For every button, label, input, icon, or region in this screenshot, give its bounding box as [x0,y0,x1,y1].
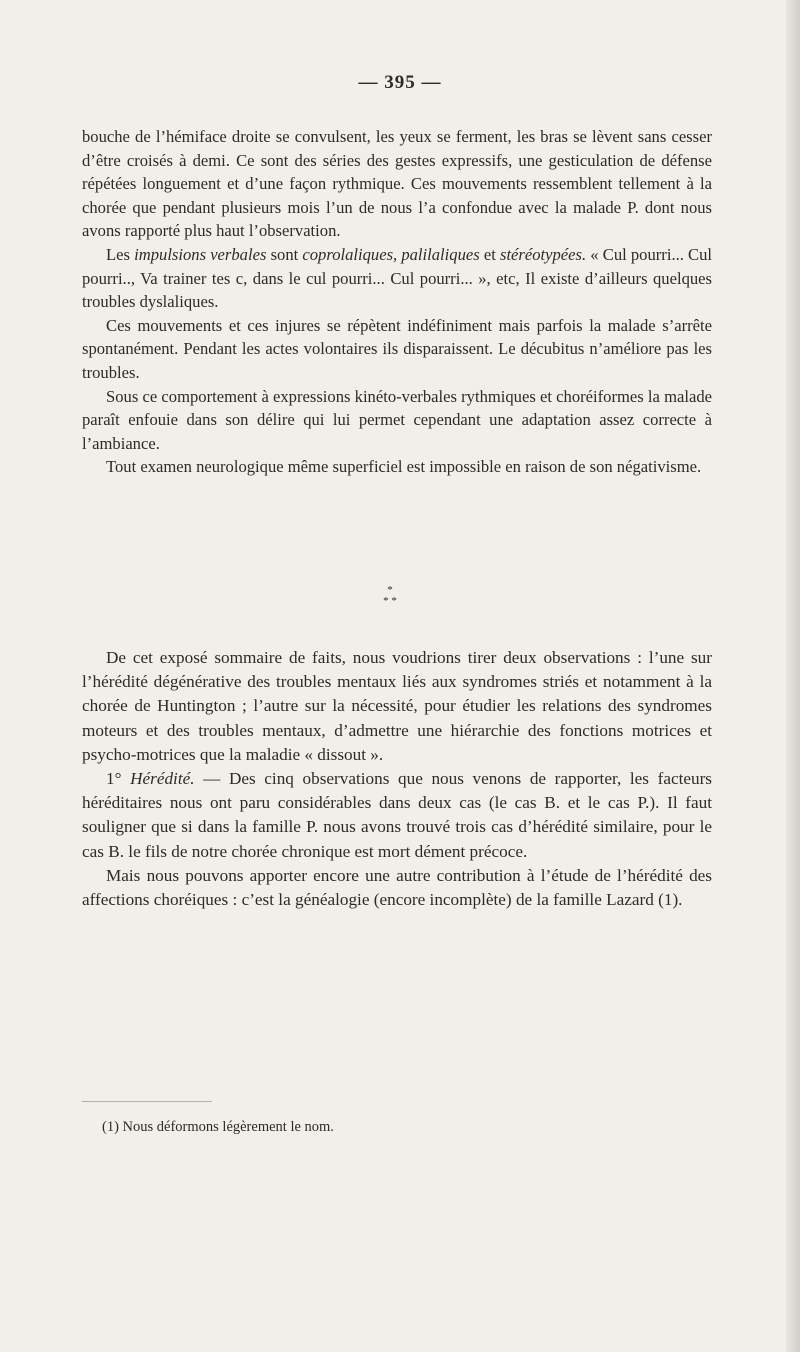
page-edge-shadow [786,0,800,1352]
text-run: et [479,244,500,264]
asterism-separator [370,585,410,607]
text-run: — Des cinq observations que nous venons de rapporter, les facteurs héréditaires nous ont paru considérables dans deux cas (le cas B. et le cas P.). Il faut souligner que si dans la famille P. nous avons trouvé trois cas d’hérédité similaire, pour le cas B. le fils de notre chorée chronique est mort dément précoce. [82,769,712,861]
paragraph-comportement: Sous ce comportement à expressions kinéto-verbales rythmiques et choréiformes la malade paraît enfouie dans son délire qui lui permet cependant une adaptation assez correcte à l’ambiance. [82,386,712,453]
section-heading: Hérédité. [130,769,195,789]
italic-term: impulsions verbales [134,244,267,264]
section-number: 1° [106,769,131,789]
italic-term: coprolaliques, palilaliques [302,244,480,264]
paragraph-impulsions [82,243,712,314]
text-run: « Cul pourri... Cul pourri.., Va trainer tes c, dans le cul pourri... Cul pourri... », etc, Il existe d’ailleurs quelques troubles dyslaliques. [82,244,713,312]
asterism-bottom: * * [383,595,397,607]
text-run: sont [266,244,303,264]
text-block-upper [82,125,712,479]
footnote-rule [82,1101,212,1102]
paragraph-heredite [82,767,712,864]
text-run: Les [106,244,135,264]
paragraph-continued: bouche de l’hémiface droite se convulsent, les yeux se ferment, les bras se lèvent sans cesser d’être croisés à demi. Ce sont des séries des gestes expressifs, une gesticulation de défense répétées longuement et d’une façon rythmique. Ces mouvements ressemblent tellement à la chorée que pendant plusieurs mois l’un de nous l’a confondue avec la malade P. dont nous avons rapporté plus haut l’observation. [82,127,712,241]
paragraph-expose: De cet exposé sommaire de faits, nous voudrions tirer deux observations : l’une sur l’hérédité dégénérative des troubles mentaux liés aux syndromes striés et notamment à la chorée de Huntington ; l’autre sur la nécessité, pour étudier les relations des syndromes moteurs et des troubles mentaux, d’admettre une hiérarchie des fonctions motrices et psycho-motrices que la maladie « dissout ». [82,648,712,764]
asterism-top: * [387,584,393,596]
paragraph-mouvements: Ces mouvements et ces injures se répètent indéfiniment mais parfois la malade s’arrête spontanément. Pendant les actes volontaires ils disparaissent. Le décubitus n’améliore pas les troubles. [82,315,712,382]
footnote: (1) Nous déformons légèrement le nom. [102,1119,334,1135]
page-number: — 395 — [358,72,442,93]
paragraph-contribution: Mais nous pouvons apporter encore une autre contribution à l’étude de l’hérédité des affections choréiques : c’est la généalogie (encore incomplète) de la famille Lazard (1). [82,865,712,910]
paragraph-examen: Tout examen neurologique même superficiel est impossible en raison de son négativisme. [106,457,702,477]
italic-term: stéréotypées. [499,244,587,264]
text-block-lower [82,646,712,912]
